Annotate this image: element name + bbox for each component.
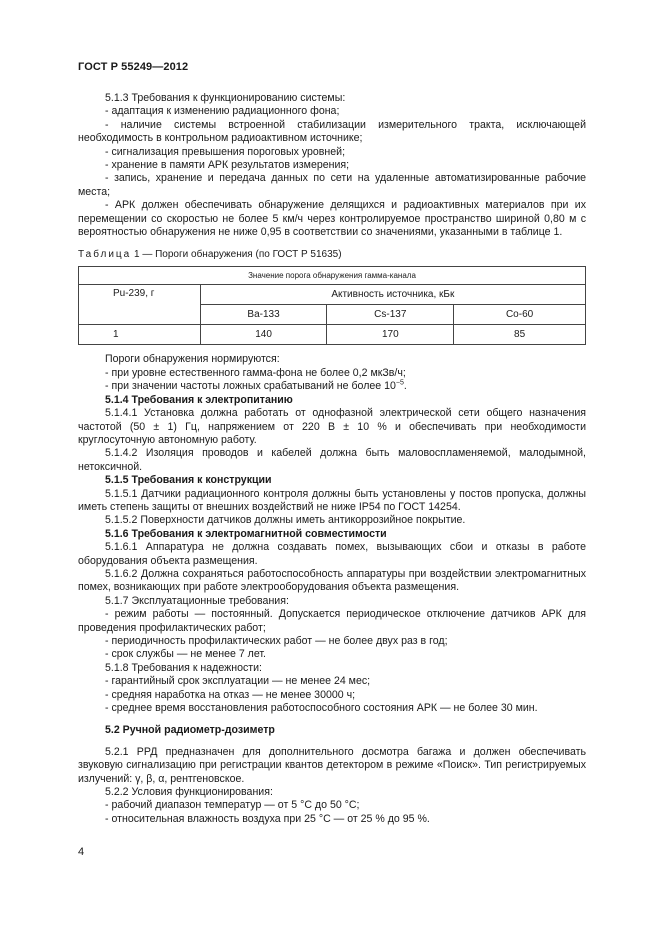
document-header: ГОСТ Р 55249—2012: [78, 61, 189, 73]
list-item: - относительная влажность воздуха при 25 °C — от 25 % до 95 %.: [105, 812, 430, 825]
heading-section-5-2: 5.2 Ручной радиометр-дозиметр: [105, 724, 275, 737]
detection-thresholds-table: [78, 266, 586, 345]
clause-5-1-6-1: 5.1.6.1 Аппаратура не должна создавать помех, вызывающих сбои и отказы в работе оборудования объекта размещения.: [78, 541, 586, 567]
table-cell: 85: [454, 325, 586, 345]
table-row: [79, 325, 586, 345]
table-caption-label: Таблица: [78, 249, 132, 261]
clause-5-2-1: 5.2.1 РРД предназначен для дополнительного досмотра багажа и должен обеспечивать звуковую сигнализацию при регистрации квантов детектором в режиме «Поиск». Тип регистрируемых излучений: γ, β, α, рентгеновское.: [78, 745, 586, 785]
clause-5-1-4-2: 5.1.4.2 Изоляция проводов и кабелей должна быть маловоспламеняемой, малодымной, нетоксичной.: [78, 447, 586, 473]
table-top-header: Значение порога обнаружения гамма-канала: [79, 267, 586, 285]
list-item: [78, 380, 586, 393]
clause-5-1-8: 5.1.8 Требования к надежности:: [105, 661, 262, 674]
list-item: - хранение в памяти АРК результатов измерения;: [105, 159, 350, 172]
col-header-isotope: Ba-133: [200, 305, 327, 325]
list-item: - периодичность профилактических работ — не более двух раз в год;: [105, 635, 448, 647]
table-caption: [78, 249, 586, 260]
thresholds-intro: Пороги обнаружения нормируются:: [105, 353, 280, 366]
list-item: - адаптация к изменению радиационного фона;: [105, 105, 340, 118]
list-item: - рабочий диапазон температур — от 5 °C до 50 °C;: [105, 799, 360, 812]
list-item: - запись, хранение и передача данных по сети на удаленные автоматизированные рабочие места;: [78, 172, 586, 198]
heading-emc: 5.1.6 Требования к электромагнитной совместимости: [105, 527, 387, 540]
col-header-isotope: Co-60: [454, 305, 586, 325]
clause-5-1-5-1: 5.1.5.1 Датчики радиационного контроля должны быть установлены у постов пропуска, должны иметь степень защиты от внешних воздействий не ниже IP54 по ГОСТ 14254.: [78, 487, 586, 513]
col-header-activity: Активность источника, кБк: [200, 285, 585, 305]
threshold-end: .: [403, 380, 407, 393]
table-cell: 140: [200, 325, 327, 345]
clause-5-2-2: 5.2.2 Условия функционирования:: [105, 786, 273, 799]
table-cell-pu: 1: [79, 325, 201, 345]
list-item: - срок службы — не менее 7 лет.: [105, 648, 267, 661]
list-item: - средняя наработка на отказ — не менее 30000 ч;: [105, 688, 356, 701]
threshold-text: - при значении частоты ложных срабатываний не более 10: [105, 380, 396, 393]
page-content: [78, 92, 586, 826]
list-item: - наличие системы встроенной стабилизации измерительного тракта, исключающей необходимость в контрольном радиоактивном источнике;: [78, 118, 586, 145]
clause-5-1-7: 5.1.7 Эксплуатационные требования:: [105, 594, 289, 607]
col-header-isotope: Cs-137: [327, 305, 454, 325]
list-item: - среднее время восстановления работоспособного состояния АРК — не более 30 мин.: [105, 702, 538, 715]
clause-5-1-5-2: 5.1.5.2 Поверхности датчиков должны иметь антикоррозийное покрытие.: [105, 514, 466, 527]
page-number: 4: [78, 846, 85, 858]
list-item: - режим работы — постоянный. Допускается периодическое отключение датчиков АРК для проведения профилактических работ;: [78, 608, 586, 634]
col-header-pu: Pu-239, г: [79, 285, 201, 325]
heading-construction: 5.1.5 Требования к конструкции: [105, 474, 272, 487]
clause-5-1-4-1: 5.1.4.1 Установка должна работать от однофазной электрической сети общего назначения частотой (50 ± 1) Гц, напряжением от 220 В ± 10 % и обеспечивать при необходимости круглосуточную автономную работу.: [78, 407, 586, 446]
list-item: - гарантийный срок эксплуатации — не менее 24 мес;: [105, 675, 371, 688]
clause-5-1-3: 5.1.3 Требования к функционированию системы:: [105, 92, 346, 104]
list-item: - сигнализация превышения пороговых уровней;: [105, 145, 346, 158]
table-caption-text: 1 — Пороги обнаружения (по ГОСТ Р 51635): [134, 249, 342, 261]
table-cell: 170: [327, 325, 454, 345]
clause-5-1-6-2: 5.1.6.2 Должна сохраняться работоспособность аппаратуры при воздействии электромагнитных помех, возникающих при работе электрооборудования объекта размещения.: [78, 567, 586, 594]
heading-power: 5.1.4 Требования к электропитанию: [105, 393, 293, 406]
list-item: - АРК должен обеспечивать обнаружение делящихся и радиоактивных материалов при их перемещении со скоростью не более 5 км/ч через контролируемое пространство шириной 0,80 м с вероятностью обнаружения не ниже 0,95 в соответствии со значениями, указанными в таблице 1.: [78, 199, 586, 239]
list-item: - при уровне естественного гамма-фона не более 0,2 мкЗв/ч;: [105, 366, 406, 379]
threshold-exponent: −5: [395, 379, 404, 387]
